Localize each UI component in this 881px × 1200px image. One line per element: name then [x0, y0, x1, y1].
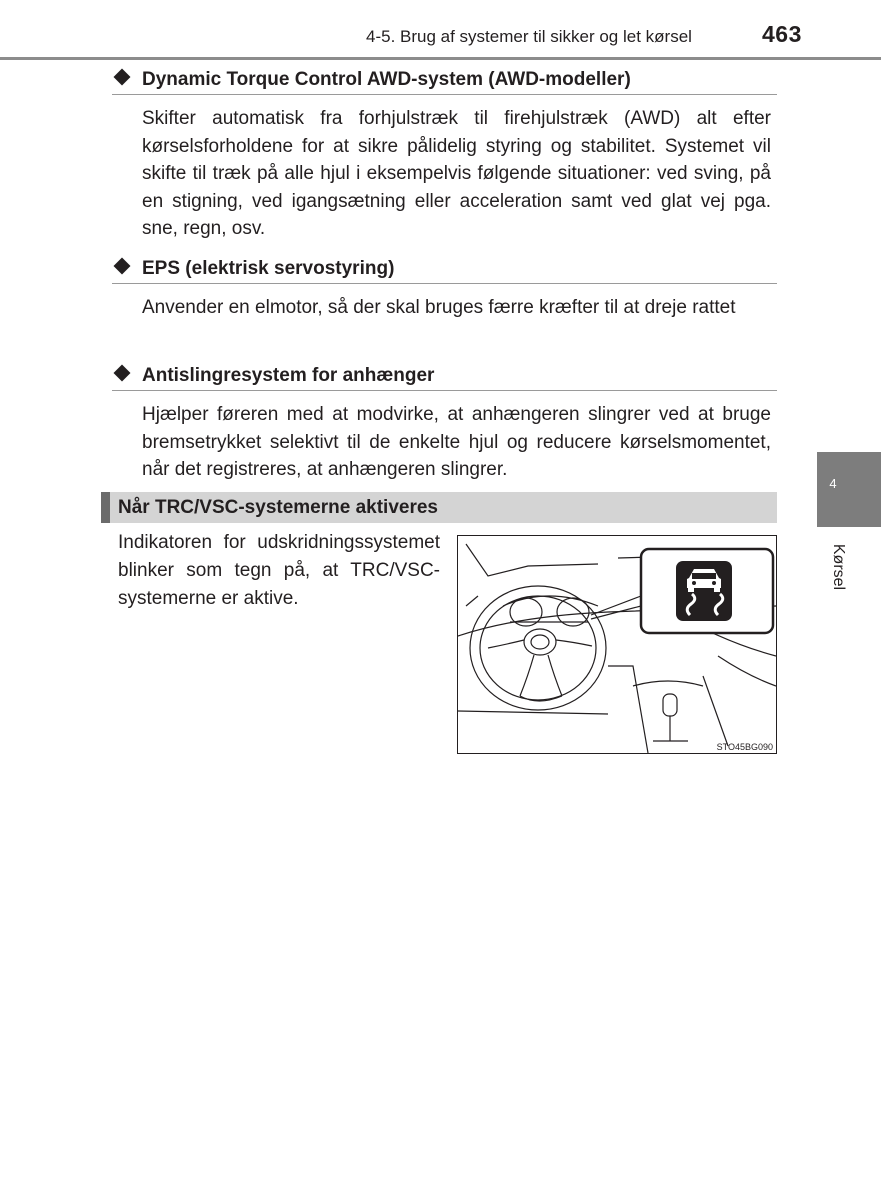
chapter-number: 4 — [829, 476, 837, 491]
figure-code: STO45BG090 — [716, 742, 773, 752]
section-heading-text: Antislingresystem for anhænger — [142, 365, 435, 386]
section-awd — [112, 64, 777, 243]
section-heading — [112, 253, 777, 284]
section-heading — [112, 360, 777, 391]
diamond-bullet-icon — [114, 258, 131, 275]
page-number: 463 — [762, 21, 802, 47]
section-body: Skifter automatisk fra forhjulstræk til firehjulstræk (AWD) alt efter kørselsforholdene for at sikre pålidelig styring og stabilitet. Systemet vil skifte til træk på alle hjul i eksempelvis følgende situationer: ved sving, på en stigning, ved igangsætning eller acceleration samt ved glat vej pga. sne, regn, osv. — [142, 108, 771, 239]
section-body: Hjælper føreren med at modvirke, at anhængeren slingrer ved at bruge bremsetrykket selektivt til de enkelte hjul og reducere kørselsmomentet, når det registreres, at anhængeren slingrer. — [142, 404, 771, 480]
subsection-heading: Når TRC/VSC-systemerne aktiveres — [118, 497, 438, 518]
subsection-accent — [101, 492, 110, 523]
section-heading — [112, 64, 777, 95]
chapter-label: Kørsel — [830, 543, 847, 591]
diamond-bullet-icon — [114, 69, 131, 86]
subsection-body: Indikatoren for udskridningssystemet blinker som tegn på, at TRC/VSC-systemerne er aktive. — [118, 532, 440, 609]
section-heading-text: Dynamic Torque Control AWD-system (AWD-modeller) — [142, 69, 631, 90]
slip-indicator-icon — [676, 561, 732, 621]
diamond-bullet-icon — [114, 365, 131, 382]
header-divider — [0, 57, 881, 60]
dashboard-drawing — [458, 536, 776, 753]
chapter-title: 4-5. Brug af systemer til sikker og let kørsel — [366, 27, 692, 46]
dashboard-illustration — [457, 535, 777, 754]
chapter-tab — [817, 452, 881, 527]
section-body: Anvender en elmotor, så der skal bruges færre kræfter til at dreje rattet — [142, 297, 736, 318]
section-heading-text: EPS (elektrisk servostyring) — [142, 258, 395, 279]
section-eps — [112, 253, 777, 322]
subsection-heading-bar — [101, 492, 777, 523]
section-trailer-sway — [112, 360, 777, 484]
